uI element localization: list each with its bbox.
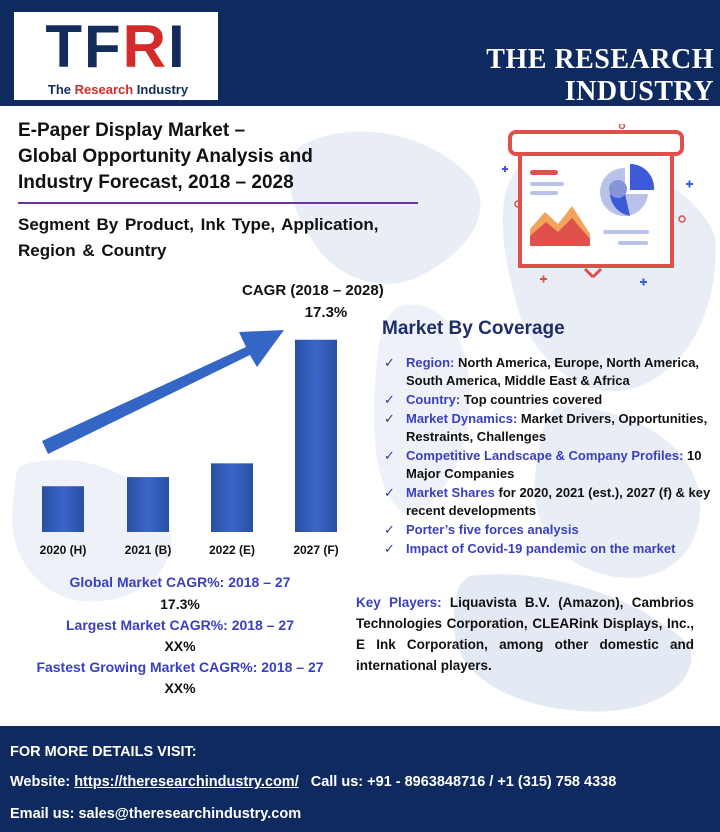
logo-letters: TFRI	[45, 13, 187, 80]
check-icon: ✓	[384, 411, 395, 426]
company-name: THE RESEARCH INDUSTRY	[486, 44, 714, 107]
chart-annotation: 17.3%	[304, 304, 348, 321]
segment-text	[18, 212, 418, 264]
footer-banner	[0, 726, 720, 832]
title-line-1: E-Paper Display Market –	[18, 120, 246, 141]
bar-2	[211, 463, 253, 532]
key-players: Key Players: Liquavista B.V. (Amazon), Cambrios Technologies Corporation, CLEARink Displays, Inc., E Ink Corporation, among other domestic and international players.	[356, 595, 694, 673]
coverage-item-dynamics: ✓ Market Dynamics: Market Drivers, Opportunities, Restraints, Challenges	[384, 411, 708, 444]
call-text: Call us: +91 - 8963848716 / +1 (315) 758 4338	[310, 774, 617, 790]
market-bar-chart	[0, 276, 380, 566]
coverage-item-shares: ✓ Market Shares for 2020, 2021 (est.), 2027 (f) & key recent developments	[384, 485, 711, 518]
title-line-3: Industry Forecast, 2018 – 2028	[18, 172, 294, 193]
check-icon: ✓	[384, 355, 395, 370]
coverage-item-country: ✓ Country: Top countries covered	[384, 392, 603, 407]
segment-line-1: Segment By Product, Ink Type, Application,	[18, 215, 379, 234]
coverage-list	[382, 354, 716, 559]
contact-line: Website: https://theresearchindustry.com/ Call us: +91 - 8963848716 / +1 (315) 758 4338	[10, 774, 617, 790]
x-tick-label: 2027 (F)	[293, 543, 339, 557]
visit-heading: FOR MORE DETAILS VISIT:	[10, 744, 197, 760]
x-tick-label: 2022 (E)	[208, 543, 256, 557]
trend-arrow	[42, 330, 284, 454]
chart-title: CAGR (2018 – 2028)	[242, 282, 384, 299]
coverage-item-region: ✓ Region: North America, Europe, North America, South America, Middle East & Africa	[384, 355, 700, 388]
title-divider	[18, 202, 418, 204]
global-cagr-label: Global Market CAGR%: 2018 – 27	[69, 574, 291, 590]
bar-3	[295, 340, 337, 532]
email-text[interactable]: Email us: sales@theresearchindustry.com	[10, 806, 302, 822]
x-tick-label: 2020 (H)	[39, 543, 87, 557]
largest-cagr-value: XX%	[164, 638, 196, 654]
coverage-item-covid: ✓ Impact of Covid-19 pandemic on the market	[384, 541, 676, 556]
coverage-item-porter: ✓ Porter’s five forces analysis	[384, 522, 579, 537]
check-icon: ✓	[384, 485, 395, 500]
bar-0	[42, 486, 84, 532]
check-icon: ✓	[384, 448, 395, 463]
coverage-title: Market By Coverage	[382, 318, 565, 339]
header-banner	[0, 0, 720, 106]
check-icon: ✓	[384, 541, 395, 556]
x-tick-label: 2021 (B)	[124, 543, 172, 557]
title-line-2: Global Opportunity Analysis and	[18, 146, 313, 167]
largest-cagr-label: Largest Market CAGR%: 2018 – 27	[66, 617, 294, 633]
website-link[interactable]: https://theresearchindustry.com/	[74, 774, 299, 790]
presentation-board-illustration	[500, 124, 700, 304]
bar-1	[127, 477, 169, 532]
report-title	[18, 118, 418, 196]
fastest-cagr-value: XX%	[164, 680, 196, 696]
company-logo[interactable]	[14, 12, 218, 100]
segment-line-2: Region & Country	[18, 241, 167, 260]
main-content	[0, 106, 720, 726]
fastest-cagr-label: Fastest Growing Market CAGR%: 2018 – 27	[36, 659, 324, 675]
check-icon: ✓	[384, 522, 395, 537]
logo-tagline: The Research Industry	[30, 82, 206, 98]
coverage-item-competitive: ✓ Competitive Landscape & Company Profiles: 10 Major Companies	[384, 448, 702, 481]
global-cagr-value: 17.3%	[160, 596, 200, 612]
check-icon: ✓	[384, 392, 395, 407]
